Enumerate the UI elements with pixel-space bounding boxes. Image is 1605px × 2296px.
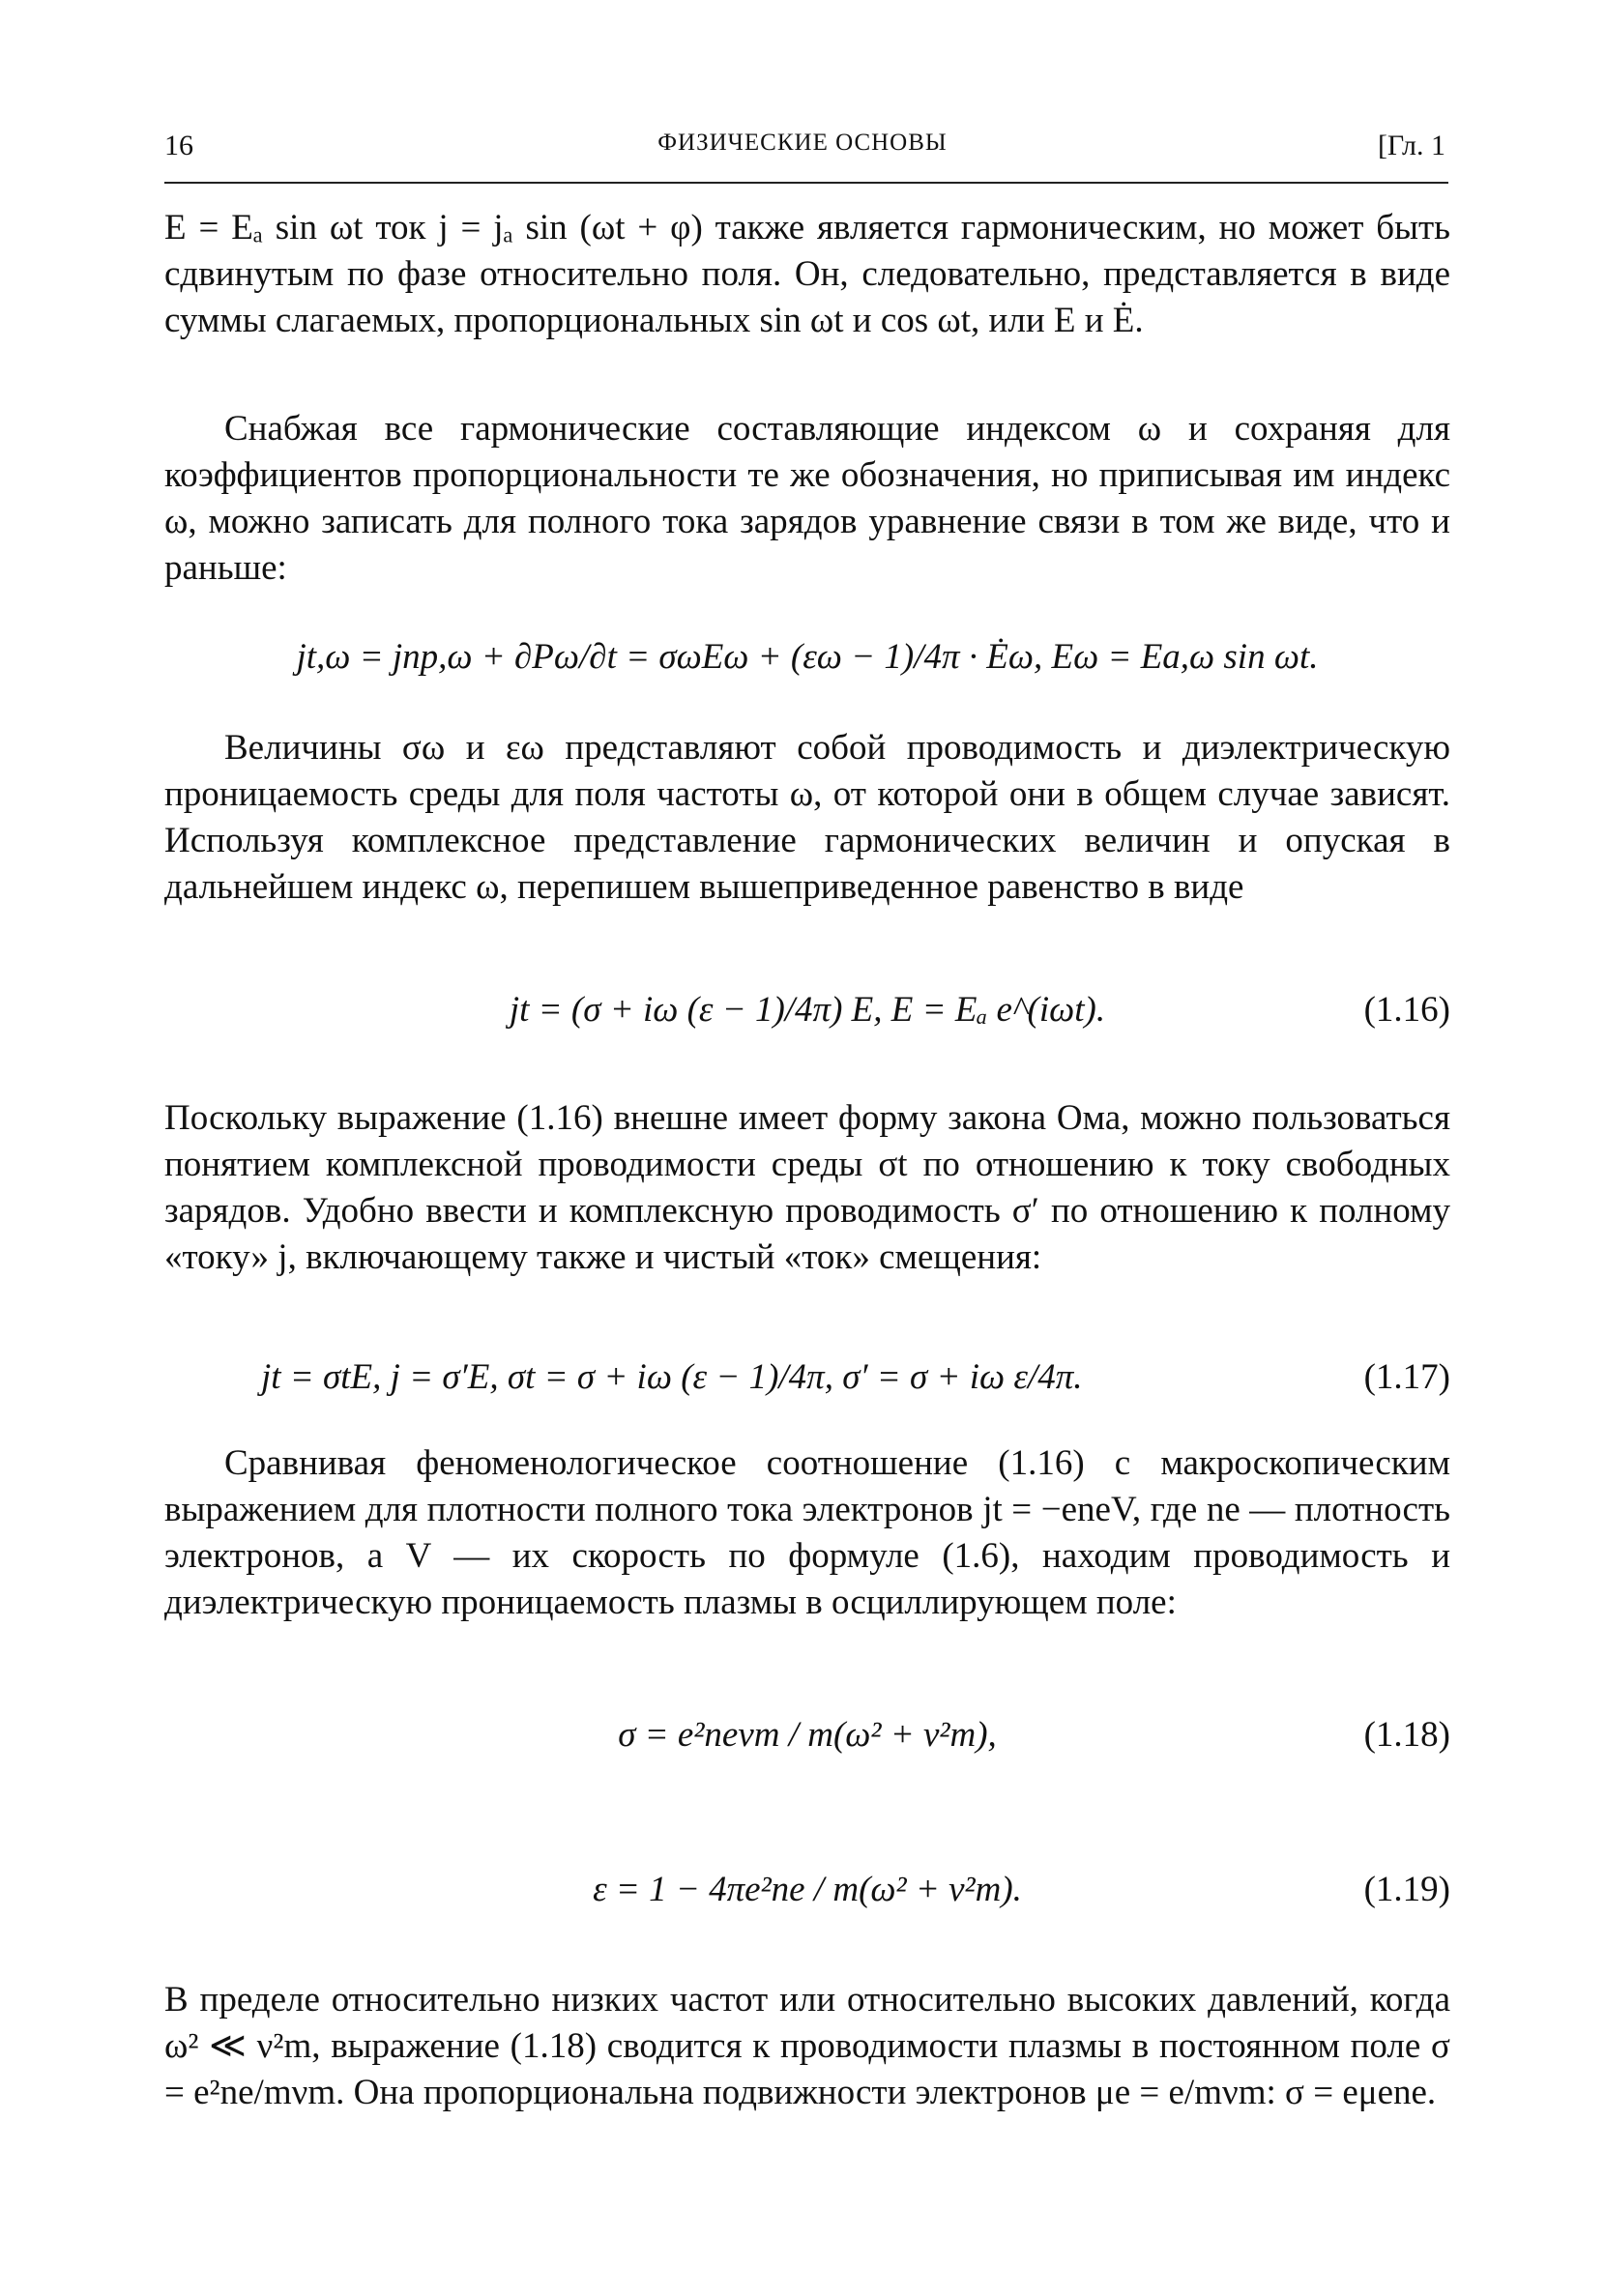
equation-number: (1.18) (1363, 1715, 1450, 1755)
equation-number: (1.17) (1363, 1357, 1450, 1397)
equation-body: σ = e²neνm / m(ω² + ν²m), (618, 1715, 997, 1755)
paragraph-2: Снабжая все гармонические составляющие индексом ω и сохраняя для коэффициентов пропорциональности те же обозначения, но приписывая им индекс ω, можно записать для полного тока зарядов уравнение связи в том же виде, что и раньше: (164, 409, 1450, 588)
equation-current-relation (164, 619, 1450, 696)
equation-1-19 (164, 1851, 1450, 1929)
equation-body: jt = σtE, j = σ′E, σt = σ + iω (ε − 1)/4π, σ′ = σ + iω ε/4π. (261, 1357, 1083, 1397)
paragraph-1: E = Eₐ sin ωt ток j = jₐ sin (ωt + φ) также является гармоническим, но может быть сдвинутым по фазе относительно поля. Он, следовательно, представляется в виде суммы слагаемых, пропорциональных sin ωt и cos ωt, или E и Ė. (164, 208, 1450, 340)
paragraph-4: Поскольку выражение (1.16) внешне имеет форму закона Ома, можно пользоваться понятием комплексной проводимости среды σt по отношению к току свободных зарядов. Удобно ввести и комплексную проводимость σ′ по отношению к полному «току» j, включающему также и чистый «ток» смещения: (164, 1098, 1450, 1277)
paragraph-6: В пределе относительно низких частот или относительно высоких давлений, когда ω² ≪ ν²m, выражение (1.18) сводится к проводимости плазмы в постоянном поле σ = e²ne/mνm. Она пропорциональна подвижности электронов μe = e/mνm: σ = eμene. (164, 1980, 1450, 2112)
page-number: 16 (164, 130, 193, 161)
header-rule (164, 182, 1448, 184)
equation-number: (1.16) (1363, 990, 1450, 1030)
equation-1-16 (164, 972, 1450, 1049)
equation-1-17 (164, 1339, 1450, 1416)
running-title: ФИЗИЧЕСКИЕ ОСНОВЫ (657, 130, 948, 156)
paragraph-5: Сравнивая феноменологическое соотношение (1.16) с макроскопическим выражением для плотности полного тока электронов jt = −eneV, где ne — плотность электронов, а V — их скорость по формуле (1.6), находим проводимость и диэлектрическую проницаемость плазмы в осциллирующем поле: (164, 1443, 1450, 1622)
equation-body: jt,ω = jпр,ω + ∂Pω/∂t = σωEω + (εω − 1)/4π · Ėω, Eω = Ea,ω sin ωt. (296, 637, 1319, 677)
equation-number: (1.19) (1363, 1870, 1450, 1909)
equation-1-18 (164, 1697, 1450, 1774)
chapter-label: [Гл. 1 (1377, 130, 1445, 161)
equation-body: jt = (σ + iω (ε − 1)/4π) E, E = Eₐ e^(iωt). (509, 990, 1106, 1030)
paragraph-3: Величины σω и εω представляют собой проводимость и диэлектрическую проницаемость среды для поля частоты ω, от которой они в общем случае зависят. Используя комплексное представление гармонических величин и опуская в дальнейшем индекс ω, перепишем вышеприведенное равенство в виде (164, 728, 1450, 907)
equation-body: ε = 1 − 4πe²ne / m(ω² + ν²m). (593, 1870, 1022, 1909)
